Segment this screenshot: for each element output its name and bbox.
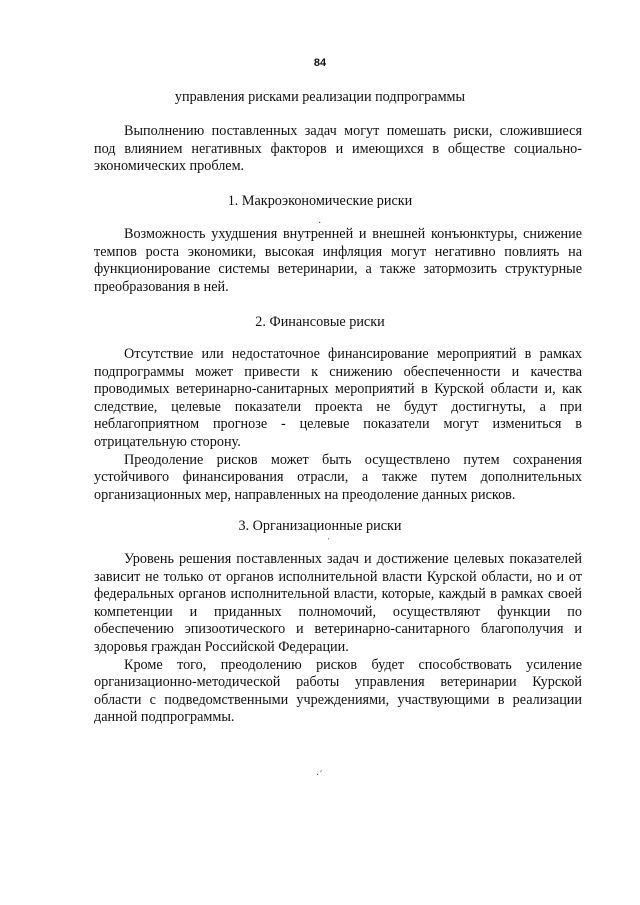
paragraph: Возможность ухудшения внутренней и внешней конъюнктуры, снижение темпов роста экономики, высокая инфляция могут негативно повлиять на функционирование системы ветеринарии, а также затормозить структурные преобразования в ней. — [94, 226, 582, 295]
paragraph: Уровень решения поставленных задач и достижение целевых показателей зависит не только от органов исполнительной власти Курской области, но и от федеральных органов исполнительной власти, которые, каждый в рамках своей компетенции и приданных полномочий, осуществляют функции по обеспечению эпизоотического и ветеринарно-санитарного благополучия и здоровья граждан Российской Федерации. — [94, 551, 582, 655]
section-text-macroeconomic — [94, 226, 582, 296]
section-text-financial — [94, 346, 582, 504]
section-heading-macroeconomic: 1. Макроэкономические риски — [227, 193, 413, 209]
paragraph: Кроме того, преодолению рисков будет способствовать усиление организационно-методической работы управления ветеринарии Курской области с подведомственными учреждениями, участвующими в реализации данной подпрограммы. — [94, 656, 582, 726]
scan-artifact: ·ˊ — [316, 770, 323, 781]
paragraph: Преодоление рисков может быть осуществлено путем сохранения устойчивого финансирования отрасли, а также путем дополнительных организационных мер, направленных на преодоление данных рисков. — [94, 451, 582, 503]
section-heading-organizational: 3. Организационные риски — [238, 518, 402, 534]
section-text-organizational — [94, 551, 582, 727]
intro-heading: управления рисками реализации подпрограммы — [174, 89, 466, 105]
intro-text — [94, 123, 582, 176]
scan-artifact: ˈ — [327, 537, 331, 548]
paragraph: Отсутствие или недостаточное финансирование мероприятий в рамках подпрограммы может привести к снижению обеспеченности и качества проводимых ветеринарно-санитарных мероприятий в Курской области и, как следствие, целевые показатели проекта не будут достигнуты, а при неблагоприятном прогнозе - целевые показатели могут измениться в отрицательную сторону. — [94, 346, 582, 450]
scan-artifact: · — [318, 218, 322, 229]
page-number: 84 — [313, 57, 327, 69]
section-heading-financial: 2. Финансовые риски — [255, 314, 385, 330]
intro-paragraph: Выполнению поставленных задач могут помешать риски, сложившиеся под влиянием негативных факторов и имеющихся в обществе социально-экономических проблем. — [94, 123, 582, 175]
